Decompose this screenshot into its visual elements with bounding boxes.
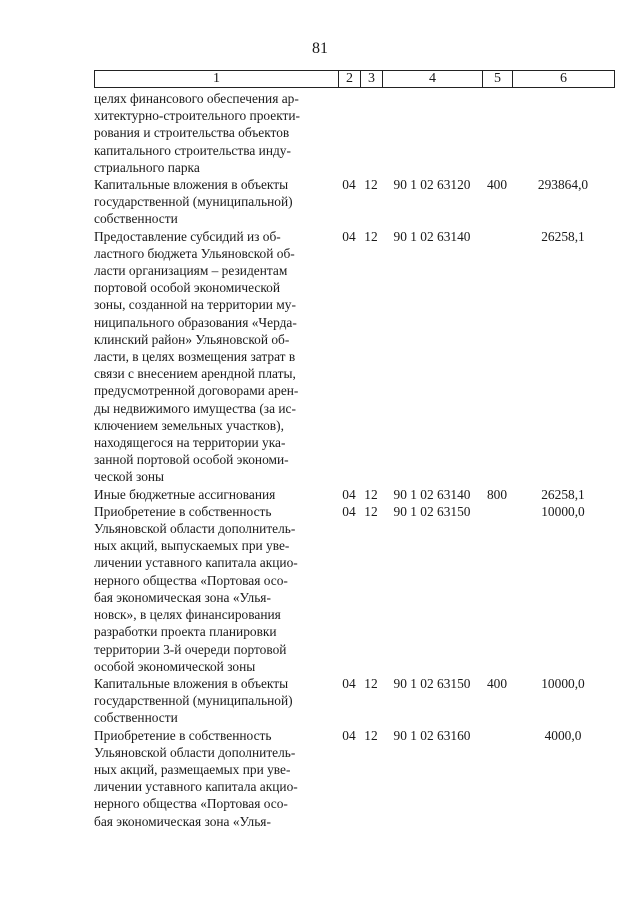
row-name: Приобретение в собственность Ульяновской области дополнитель- ных акций, выпускаемых при уве- личении уставного капитала акцио- нерного общества «Портовая осо- бая экономическая зона «Улья- новск», в целях финансирования разработки проекта планировки территории 3-й очереди портовой особой экономической зоны xyxy=(94,503,298,674)
row-vr: 800 xyxy=(486,486,508,502)
row-rz: 04 xyxy=(342,228,356,244)
header-col-5: 5 xyxy=(483,71,513,88)
row-rz: 04 xyxy=(342,727,356,743)
header-col-3: 3 xyxy=(361,71,383,88)
table-row xyxy=(94,486,614,503)
header-col-4: 4 xyxy=(383,71,483,88)
table-row xyxy=(94,176,614,228)
row-sum: 10000,0 xyxy=(541,503,585,519)
page-number: 81 xyxy=(312,40,328,57)
row-pr: 12 xyxy=(364,503,378,519)
budget-table-body xyxy=(94,90,614,830)
row-sum: 4000,0 xyxy=(544,727,582,743)
row-csr: 90 1 02 63120 xyxy=(393,177,471,193)
table-row xyxy=(94,90,614,176)
table-row xyxy=(94,228,614,486)
row-pr: 12 xyxy=(364,486,378,502)
row-csr: 90 1 02 63140 xyxy=(393,228,471,244)
column-header-table xyxy=(94,70,615,88)
row-sum: 293864,0 xyxy=(537,177,589,193)
row-pr: 12 xyxy=(364,675,378,691)
row-csr: 90 1 02 63150 xyxy=(393,675,471,691)
row-csr: 90 1 02 63160 xyxy=(393,727,471,743)
row-sum: 10000,0 xyxy=(541,675,585,691)
table-row xyxy=(94,727,614,830)
column-header-row xyxy=(95,71,615,88)
row-rz: 04 xyxy=(342,177,356,193)
row-name: целях финансового обеспечения ар- хитектурно-строительного проекти- рования и строительства объектов капитального строительства инду- стриального парка xyxy=(94,91,301,175)
row-csr: 90 1 02 63140 xyxy=(393,486,471,502)
row-csr: 90 1 02 63150 xyxy=(393,503,471,519)
row-name: Капитальные вложения в объекты государственной (муниципальной) собственности xyxy=(94,177,293,227)
row-pr: 12 xyxy=(364,177,378,193)
header-col-2: 2 xyxy=(339,71,361,88)
table-row xyxy=(94,675,614,727)
row-name: Предоставление субсидий из об- ластного бюджета Ульяновской об- ласти организациям – резидентам портовой особой экономической зоны, созданной на территории му- ниципального образования «Черда- клинский район» Ульяновской об- ласти, в целях возмещения затрат в связи с внесением арендной платы, предусмотренной договорами арен- ды недвижимого имущества (за ис- ключением земельных участков), находящегося на территории ука- занной портовой особой экономи- ческой зоны xyxy=(94,228,299,485)
row-sum: 26258,1 xyxy=(541,228,585,244)
header-col-6: 6 xyxy=(513,71,615,88)
row-vr: 400 xyxy=(486,177,508,193)
row-name: Иные бюджетные ассигнования xyxy=(94,486,276,502)
table-row xyxy=(94,503,614,675)
row-name: Приобретение в собственность Ульяновской области дополнитель- ных акций, размещаемых при уве- личении уставного капитала акцио- нерного общества «Портовая осо- бая экономическая зона «Улья- xyxy=(94,727,298,829)
row-rz: 04 xyxy=(342,486,356,502)
row-pr: 12 xyxy=(364,228,378,244)
row-pr: 12 xyxy=(364,727,378,743)
row-rz: 04 xyxy=(342,675,356,691)
row-name: Капитальные вложения в объекты государственной (муниципальной) собственности xyxy=(94,675,293,726)
row-rz: 04 xyxy=(342,503,356,519)
row-sum: 26258,1 xyxy=(541,486,585,502)
header-col-1: 1 xyxy=(95,71,339,88)
row-vr: 400 xyxy=(486,675,508,691)
